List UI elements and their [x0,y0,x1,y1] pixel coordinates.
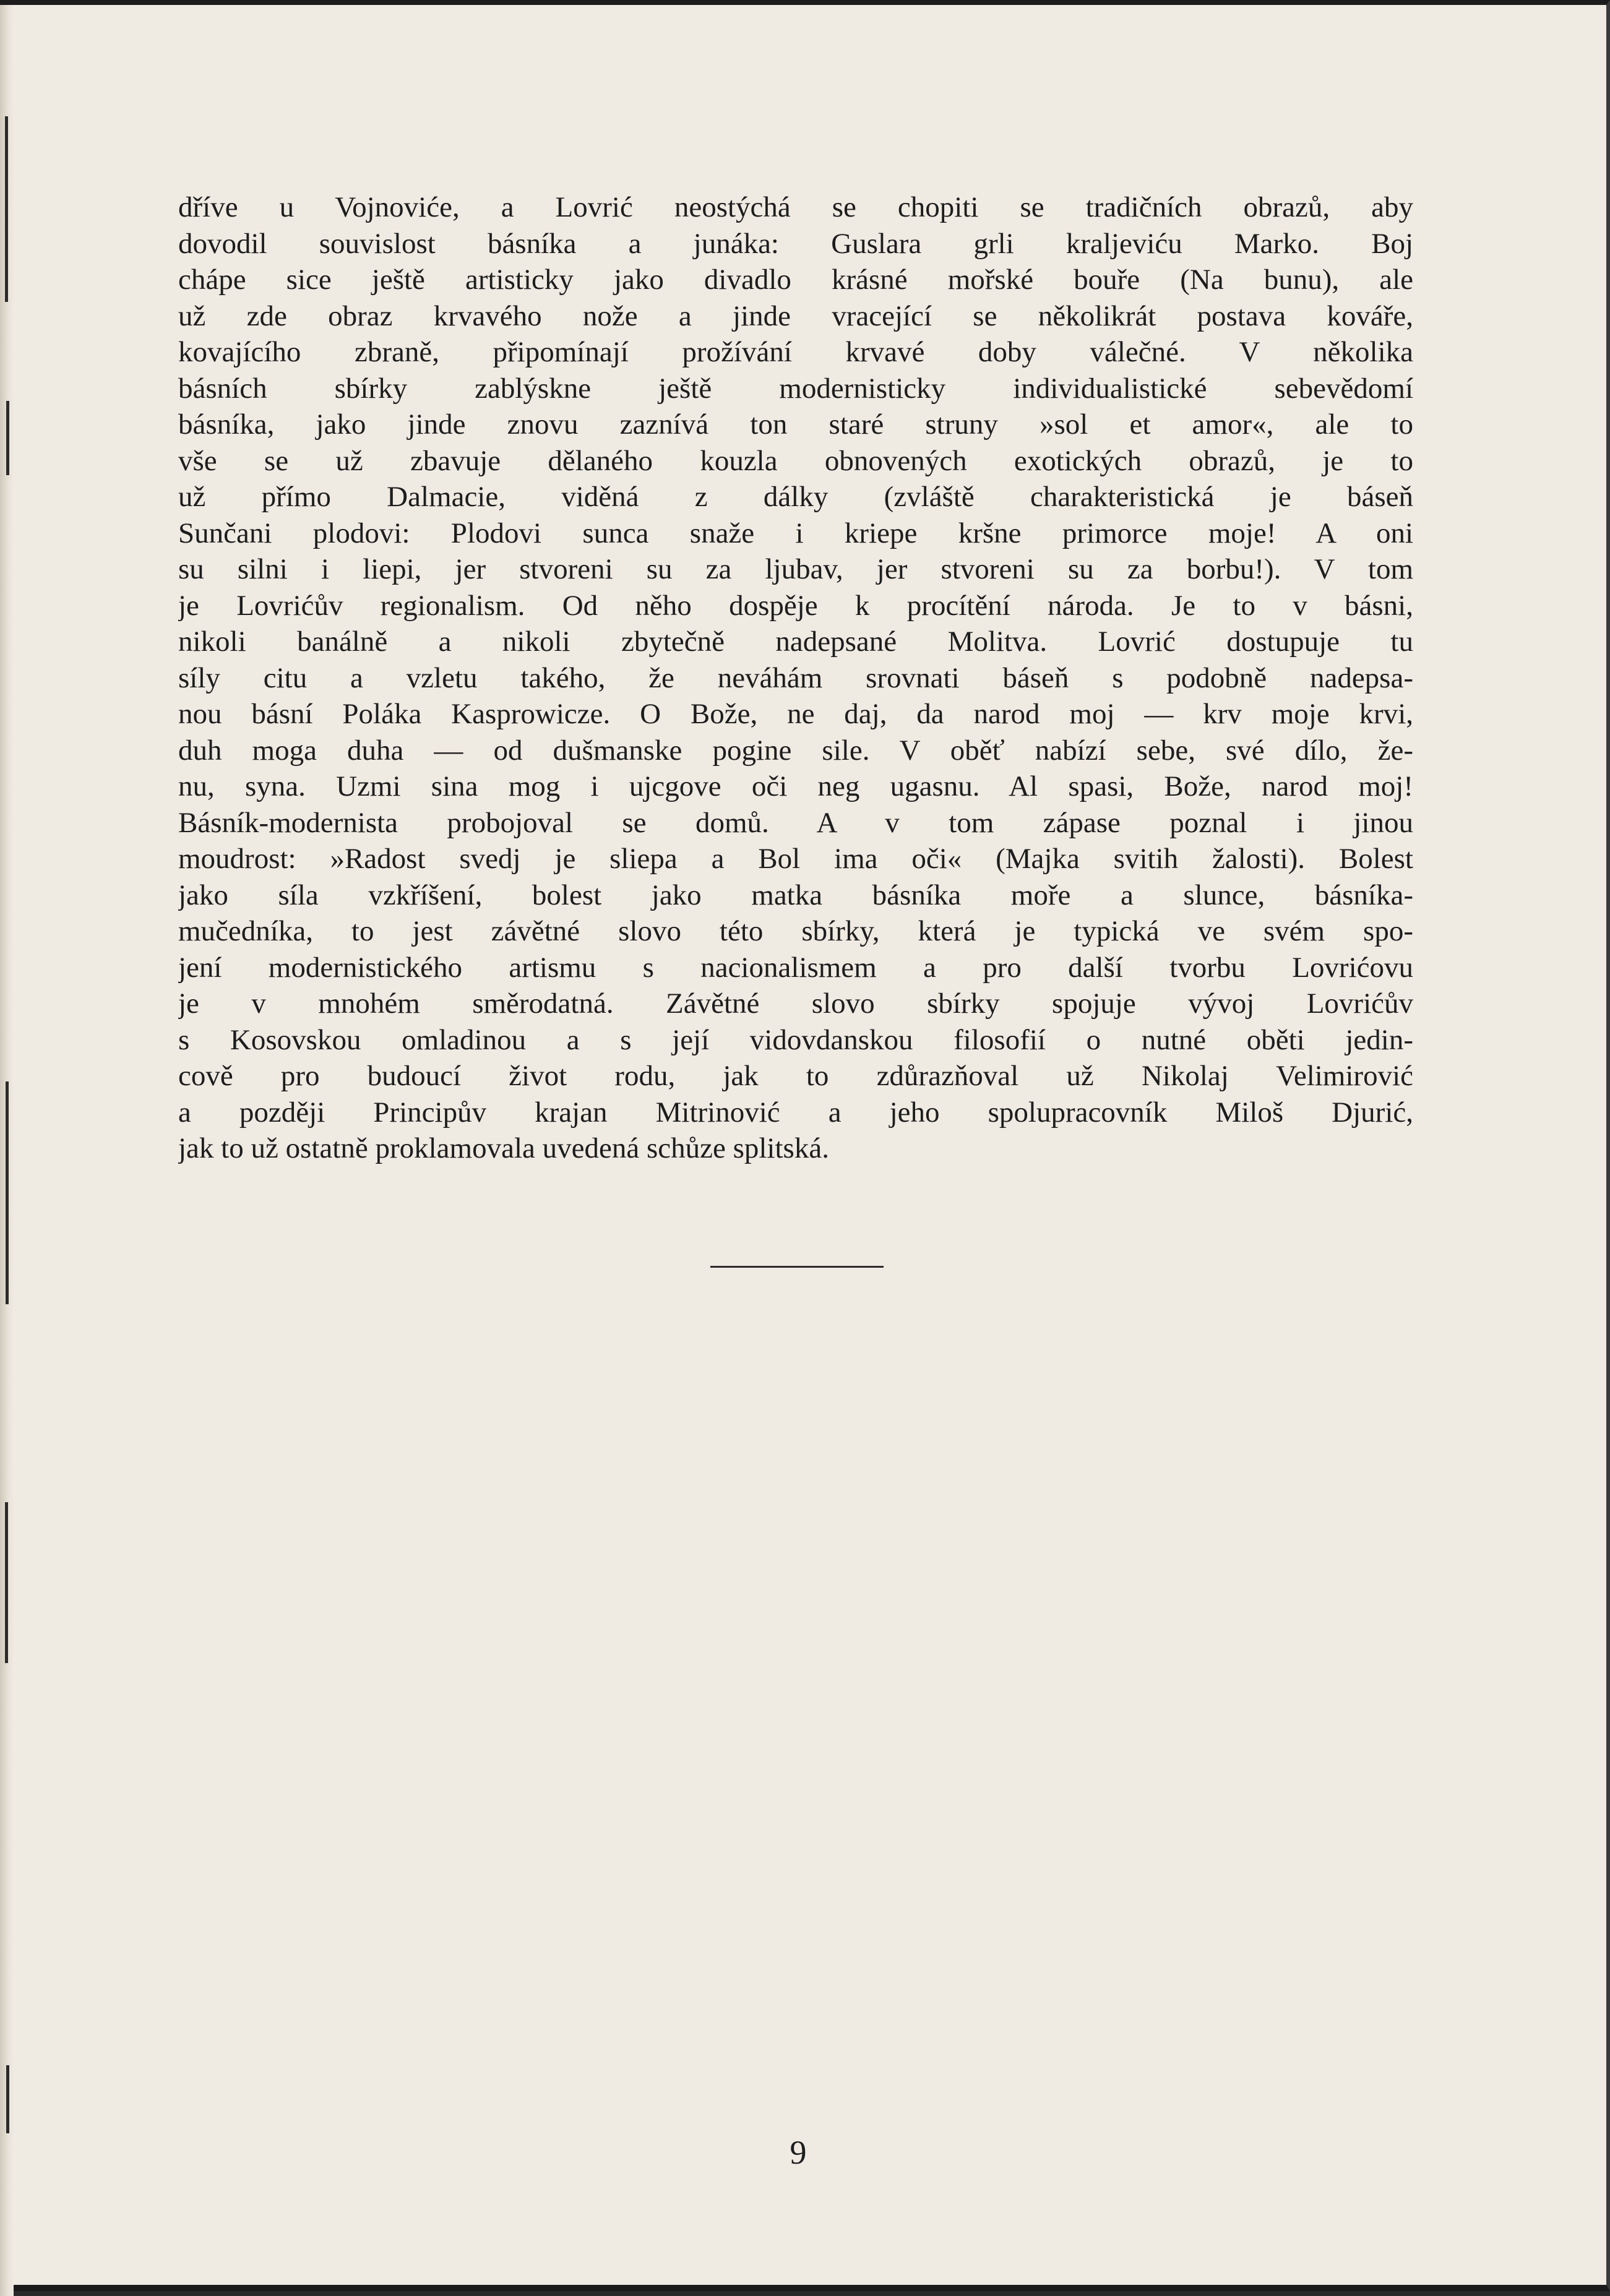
binding-mark [5,116,8,302]
text-line: moudrost: »Radost svedj je sliepa a Bol ima oči« (Majka svitih žalosti). Bolest [178,843,1413,875]
text-line: básníka, jako jinde znovu zaznívá ton staré struny »sol et amor«, ale to [178,408,1413,441]
text-line: mučedníka, to jest závětné slovo této sbírky, která je typická ve svém spo- [178,915,1413,947]
section-divider [710,1266,884,1268]
text-line: duh moga duha — od dušmanske pogine sile. V oběť nabízí sebe, své dílo, že- [178,734,1413,767]
text-line: je Lovrićův regionalism. Od něho dospěje k procítění národa. Je to v básni, [178,589,1413,622]
text-line: chápe sice ještě artisticky jako divadlo krásné mořské bouře (Na bunu), ale [178,264,1413,296]
text-line: básních sbírky zablýskne ještě modernisticky individualistické sebevědomí [178,372,1413,405]
binding-mark [5,1502,8,1663]
binding-mark [6,2065,9,2133]
text-line: su silni i liepi, jer stvoreni su za ljubav, jer stvoreni su za borbu!). V tom [178,553,1413,585]
text-line: Básník-modernista probojoval se domů. A v tom zápase poznal i jinou [178,806,1413,839]
text-line: jení modernistického artismu s nacionalismem a pro další tvorbu Lovrićovu [178,951,1413,984]
text-line: cově pro budoucí život rodu, jak to zdůrazňoval už Nikolaj Velimirović [178,1060,1413,1092]
text-line: dříve u Vojnoviće, a Lovrić neostýchá se chopiti se tradičních obrazů, aby [178,191,1413,223]
text-line: jak to už ostatně proklamovala uvedená schůze splitská. [178,1132,829,1164]
text-line: síly citu a vzletu takého, že neváhám srovnati báseň s podobně nadepsa- [178,661,1413,694]
text-line: vše se už zbavuje dělaného kouzla obnovených exotických obrazů, je to [178,444,1413,477]
text-line: už přímo Dalmacie, viděná z dálky (zvláště charakteristická je báseň [178,481,1413,513]
body-text [178,189,1413,1167]
text-line: je v mnohém směrodatná. Závětné slovo sbírky spojuje vývoj Lovrićův [178,987,1413,1020]
binding-mark [6,401,9,475]
text-line: už zde obraz krvavého nože a jinde vracející se několikrát postava kováře, [178,299,1413,332]
binding-edge [0,5,14,2296]
text-line: dovodil souvislost básníka a junáka: Guslara grli kraljeviću Marko. Boj [178,227,1413,260]
text-line: a později Principův krajan Mitrinović a jeho spolupracovník Miloš Djurić, [178,1096,1413,1129]
text-line: jako síla vzkříšení, bolest jako matka básníka moře a slunce, básníka- [178,879,1413,911]
text-line: nou básní Poláka Kasprowicze. O Bože, ne daj, da narod moj — krv moje krvi, [178,698,1413,730]
binding-mark [6,1081,9,1304]
text-line: kovajícího zbraně, připomínají prožívání krvavé doby válečné. V několika [178,336,1413,368]
text-line: Sunčani plodovi: Plodovi sunca snaže i kriepe kršne primorce moje! A oni [178,517,1413,549]
text-line: s Kosovskou omladinou a s její vidovdanskou filosofií o nutné oběti jedin- [178,1023,1413,1056]
page-number: 9 [790,2134,807,2171]
text-line: nu, syna. Uzmi sina mog i ujcgove oči neg ugasnu. Al spasi, Bože, narod moj! [178,770,1413,802]
text-line: nikoli banálně a nikoli zbytečně nadepsané Molitva. Lovrić dostupuje tu [178,626,1413,658]
